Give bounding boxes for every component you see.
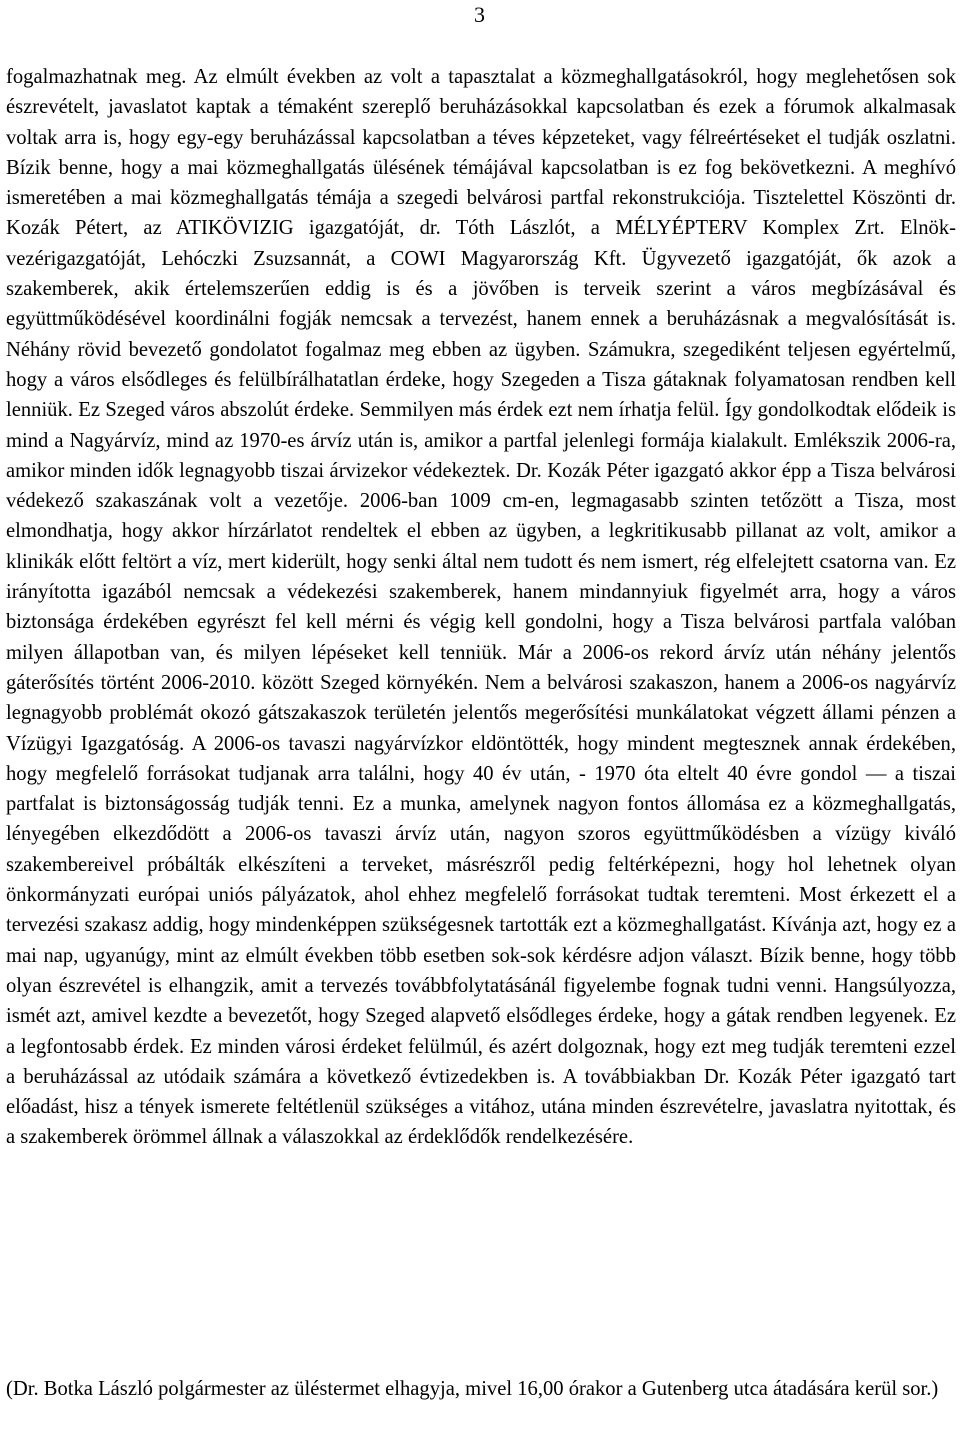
body-paragraph: fogalmazhatnak meg. Az elmúlt években az volt a tapasztalat a közmeghallgatásokról, hogy meglehetősen sok észrevételt, javaslatot kaptak a témaként szereplő beruházásokkal kapcsolatban és ezek a fórumok alkalmasak voltak arra is, hogy egy-egy beruházással kapcsolatban a téves képzeteket, vagy félreértéseket el tudják oszlatni. Bízik benne, hogy a mai közmeghallgatás ülésének témájával kapcsolatban is ez fog bekövetkezni. A meghívó ismeretében a mai közmeghallgatás témája a szegedi belvárosi partfal rekonstrukciója. Tisztelettel Köszönti dr. Kozák Pétert, az ATIKÖVIZIG igazgatóját, dr. Tóth Lászlót, a MÉLYÉPTERV Komplex Zrt. Elnök-vezérigazgatóját, Lehóczki Zsuzsannát, a COWI Magyarország Kft. Ügyvezető igazgatóját, ők azok a szakemberek, akik értelemszerűen eddig is és a jövőben is terveik szerint a város megbízásával és együttműködésével koordinálni fogják nemcsak a tervezést, hanem ennek a beruházásnak a megvalósítását is. Néhány rövid bevezető gondolatot fogalmaz meg ebben az ügyben. Számukra, szegediként teljesen egyértelmű, hogy a város elsődleges és felülbírálhatatlan érdeke, hogy Szegeden a Tisza gátaknak folyamatosan rendben kell lenniük. Ez Szeged város abszolút érdeke. Semmilyen más érdek ezt nem írhatja felül. Így gondolkodtak elődeik is mind a Nagyárvíz, mind az 1970-es árvíz után is, amikor a partfal jelenlegi formája kialakult. Emlékszik 2006-ra, amikor minden idők legnagyobb tiszai árvizekor védekeztek. Dr. Kozák Péter igazgató akkor épp a Tisza belvárosi védekező szakaszának volt a vezetője. 2006-ban 1009 cm-en, legmagasabb szinten tetőzött a Tisza, most elmondhatja, hogy akkor hírzárlatot rendeltek el ebben az ügyben, a legkritikusabb pillanat az volt, amikor a klinikák előtt feltört a víz, mert kiderült, hogy senki által nem tudott és nem ismert, rég elfelejtett csatorna van. Ez irányította igazából nemcsak a védekezési szakemberek, hanem mindannyiuk figyelmét arra, hogy a város biztonsága érdekében egyrészt fel kell mérni és végig kell gondolni, hogy a Tisza belvárosi partfala valóban milyen állapotban van, és milyen lépéseket kell tenniük. Már a 2006-os rekord árvíz után néhány jelentős gáterősítés történt 2006-2010. között Szeged környékén. Nem a belvárosi szakaszon, hanem a 2006-os nagyárvíz legnagyobb problémát okozó gátszakaszok területén jelentős megerősítési munkálatokat végzett állami pénzen a Vízügyi Igazgatóság. A 2006-os tavaszi nagyárvízkor eldöntötték, hogy mindent megtesznek annak érdekében, hogy megfelelő forrásokat tudjanak arra találni, hogy 40 év után, - 1970 óta eltelt 40 évre gondol — a tiszai partfalat is biztonságosság tudják tenni. Ez a munka, amelynek nagyon fontos állomása ez a közmeghallgatás, lényegében elkezdődött a 2006-os tavaszi árvíz után, nagyon szoros együttműködésben a vízügy kiváló szakembereivel próbálták elkészíteni a terveket, másrészről pedig feltérképezni, hogy hol lehetnek olyan önkormányzati európai uniós pályázatok, ahol ehhez megfelelő forrásokat tudtak teremteni. Most érkezett el a tervezési szakasz addig, hogy mindenképpen szükségesnek tartották ezt a közmeghallgatást. Kívánja azt, hogy ez a mai nap, ugyanúgy, mint az elmúlt években több esetben sok-sok kérdésre adjon választ. Bízik benne, hogy több olyan észrevétel is elhangzik, amit a tervezés továbbfolytatásánál figyelembe fognak tudni venni. Hangsúlyozza, ismét azt, amivel kezdte a bevezetőt, hogy Szeged alapvető elsődleges érdeke, hogy a gátak rendben legyenek. Ez a legfontosabb érdek. Ez minden városi érdeket felülmúl, és azért dolgoznak, hogy ezt meg tudják teremteni ezzel a beruházással az utódaik számára a következő évtizedekben is. A továbbiakban Dr. Kozák Péter igazgató tart előadást, hisz a tények ismerete feltétlenül szükséges a vitához, utána minden észrevételre, javaslatra nyitottak, és a szakemberek örömmel állnak a válaszokkal az érdeklődők rendelkezésére.: [6, 66, 956, 1149]
page-number: 3: [474, 2, 485, 27]
session-note: (Dr. Botka László polgármester az üléstermet elhagyja, mivel 16,00 órakor a Gutenberg utca átadására kerül sor.): [6, 1378, 939, 1400]
